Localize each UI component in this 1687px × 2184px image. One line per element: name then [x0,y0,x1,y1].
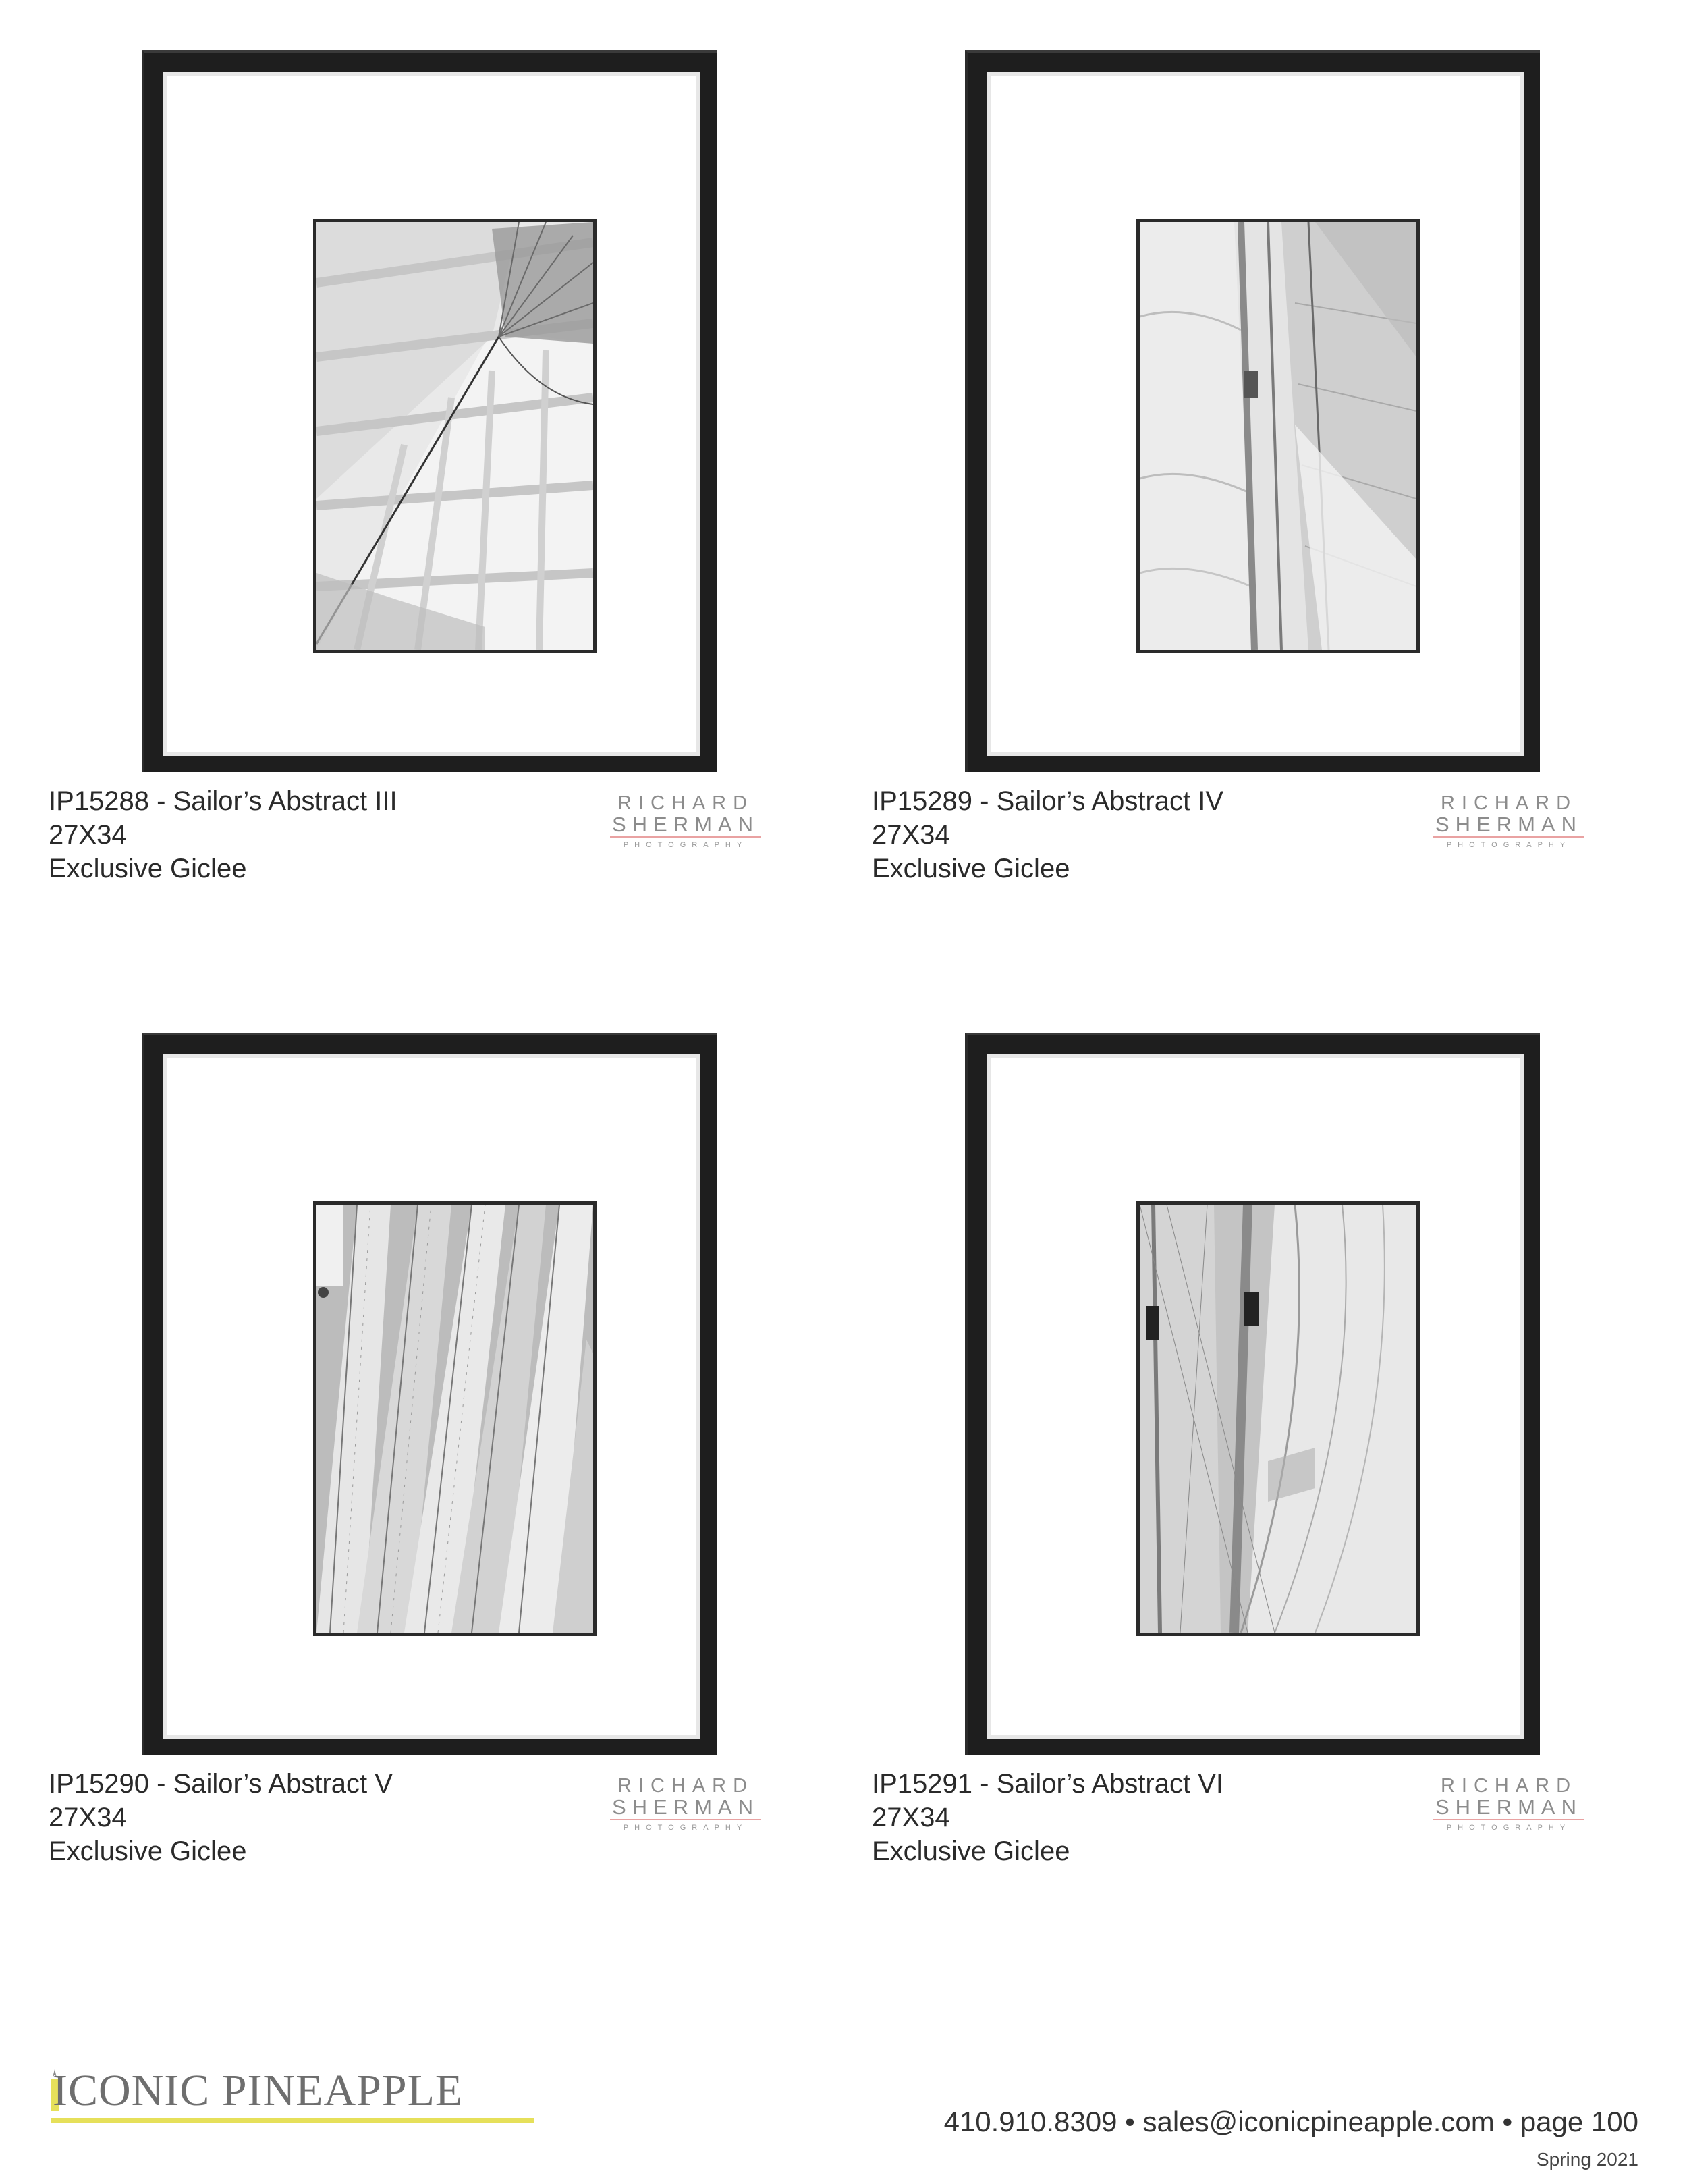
brand-line-1: RICHARD [617,792,754,814]
product-type: Exclusive Giclee [49,1836,247,1866]
artwork-photo [313,219,597,653]
product-title: IP15289 - Sailor’s Abstract IV [872,786,1224,816]
product-caption [49,784,521,885]
artwork-photo [313,1201,597,1636]
brand-line-2: SHERMAN [1435,813,1582,836]
brand-line-1: RICHARD [1440,792,1578,814]
artwork-photo [1136,219,1420,653]
product-size: 27X34 [49,820,127,850]
product-size: 27X34 [872,1803,950,1832]
brand-rule [1433,1819,1584,1820]
contact-info: 410.910.8309 • sales@iconicpineapple.com • page 100 [943,2106,1638,2137]
product-card-2 [872,50,1674,900]
picture-frame [965,50,1540,772]
product-card-3 [49,1033,850,1883]
catalog-season: Spring 2021 [1536,2149,1638,2170]
sail-photo-image [1140,1205,1416,1633]
sail-photo-image [1140,222,1416,650]
product-size: 27X34 [872,820,950,850]
brand-line-3: PHOTOGRAPHY [623,841,748,849]
photographer-logo [1431,792,1587,850]
artwork-photo [1136,1201,1420,1636]
company-logo-text: ICONIC PINEAPPLE [53,2066,464,2115]
product-caption [49,1767,521,1868]
product-title: IP15288 - Sailor’s Abstract III [49,786,397,816]
frame-mat [987,1054,1524,1739]
product-caption [872,784,1344,885]
picture-frame [965,1033,1540,1755]
product-type: Exclusive Giclee [872,854,1070,883]
picture-frame [142,1033,717,1755]
photographer-logo [1431,1775,1587,1832]
product-title: IP15291 - Sailor’s Abstract VI [872,1769,1224,1799]
sail-photo-image [316,1205,593,1633]
product-type: Exclusive Giclee [49,854,247,883]
frame-mat [987,72,1524,756]
brand-line-3: PHOTOGRAPHY [623,1824,748,1832]
product-card-4 [872,1033,1674,1883]
brand-line-3: PHOTOGRAPHY [1446,841,1572,849]
brand-rule [610,1819,761,1820]
product-caption [872,1767,1344,1868]
product-size: 27X34 [49,1803,127,1832]
picture-frame [142,50,717,772]
product-type: Exclusive Giclee [872,1836,1070,1866]
brand-line-3: PHOTOGRAPHY [1446,1824,1572,1832]
sail-photo-image [316,222,593,650]
frame-mat [163,1054,700,1739]
photographer-logo [607,792,764,850]
company-logo [49,2065,534,2126]
brand-rule [1433,836,1584,838]
brand-line-2: SHERMAN [611,813,759,836]
product-card-1 [49,50,850,900]
brand-line-1: RICHARD [617,1775,754,1797]
brand-line-2: SHERMAN [611,1795,759,1819]
product-title: IP15290 - Sailor’s Abstract V [49,1769,393,1799]
photographer-logo [607,1775,764,1832]
logo-underline [51,2118,534,2123]
brand-line-2: SHERMAN [1435,1795,1582,1819]
frame-mat [163,72,700,756]
brand-rule [610,836,761,838]
brand-line-1: RICHARD [1440,1775,1578,1797]
